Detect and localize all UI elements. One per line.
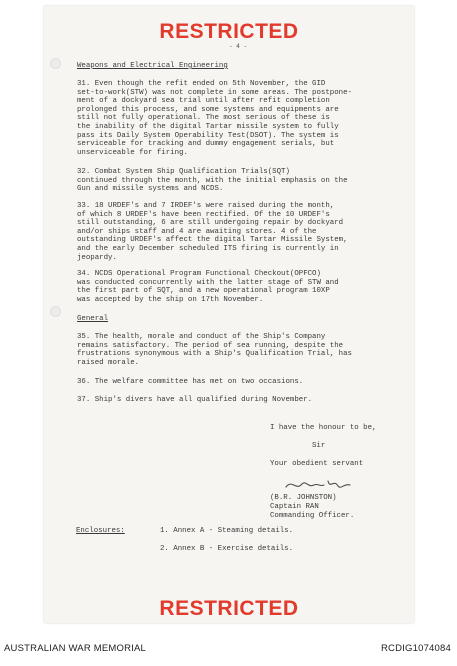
- page-number: - 4 -: [229, 43, 248, 50]
- punch-hole-icon: [50, 306, 61, 317]
- paragraph-line: and/or ships staff and 4 are awaiting stores. 4 of the: [77, 227, 317, 236]
- paragraph-line: was conducted concurrently with the latter stage of STW and: [77, 278, 339, 287]
- paragraph-line: the first part of SQT, and a new operational program 10XP: [77, 287, 330, 296]
- signatory-title: Commanding Officer.: [270, 512, 355, 520]
- paragraph-line: outstanding URDEF's affect the digital Tartar Missile System,: [77, 236, 348, 245]
- paragraph-line: 33. 18 URDEF's and 7 IRDEF's were raised during the month,: [77, 202, 335, 210]
- footer-archive-name: AUSTRALIAN WAR MEMORIAL: [4, 643, 147, 654]
- paragraph-35: [77, 333, 402, 367]
- paragraph-line: of which 8 URDEF's have been rectified. Of the 10 URDEF's: [77, 210, 330, 219]
- paragraph-37: [77, 396, 402, 405]
- paragraph-line: Gun and missile systems and NCDS.: [77, 185, 224, 194]
- enclosure-item: 2. Annex B - Exercise details.: [160, 545, 294, 553]
- closing-sir: Sir: [312, 442, 326, 450]
- handwritten-signature-icon: [284, 475, 354, 493]
- enclosure-item: 1. Annex A - Steaming details.: [160, 527, 294, 535]
- enclosures-label: Enclosures:: [76, 527, 125, 535]
- paragraph-line: was accepted by the ship on 17th November.: [77, 295, 264, 304]
- paragraph-36: [77, 378, 402, 387]
- section-heading-general: General: [77, 315, 109, 323]
- paragraph-line: 32. Combat System Ship Qualification Trials(SQT): [77, 168, 290, 176]
- paragraph-32: [77, 168, 402, 194]
- paragraph-line: serviceable for tracking and dummy engagement serials, but: [77, 140, 335, 149]
- paragraph-line: still not fully operational. The most serious of these is: [77, 114, 330, 123]
- paragraph-line: and the early December scheduled ITS firing is currently in: [77, 244, 339, 253]
- paragraph-line: prolonged this process, and some systems and equipments are: [77, 105, 339, 114]
- paragraph-line: still outstanding, 6 are still undergoing repair by dockyard: [77, 219, 344, 228]
- paragraph-line: raised morale.: [77, 358, 140, 367]
- paragraph-line: remains satisfactory. The period of sea running, despite the: [77, 341, 344, 350]
- paragraph-line: the inability of the digital Tartar missile system to fully: [77, 122, 339, 131]
- paragraph-31: [77, 80, 402, 157]
- paragraph-line: frustrations synonymous with a Ship's Qualification Trial, has: [77, 350, 352, 359]
- paragraph-line: continued through the month, with the initial emphasis on the: [77, 176, 348, 185]
- signatory-rank: Captain RAN: [270, 503, 319, 511]
- restricted-stamp-bottom: RESTRICTED: [159, 597, 299, 620]
- paragraph-line: 36. The welfare committee has met on two occasions.: [77, 378, 304, 386]
- footer-record-id: RCDIG1074084: [381, 643, 451, 654]
- paragraph-line: 34. NCDS Operational Program Functional Checkout(OPFCO): [77, 270, 321, 278]
- document-page: [44, 6, 414, 623]
- paragraph-line: 35. The health, morale and conduct of the Ship's Company: [77, 333, 326, 341]
- paragraph-line: ment of a dockyard sea trial until after refit completion: [77, 97, 330, 106]
- punch-hole-icon: [50, 58, 61, 69]
- closing-honour: I have the honour to be,: [270, 424, 377, 432]
- paragraph-33: [77, 202, 402, 262]
- paragraph-line: pass its Daily System Operability Test(DSOT). The system is: [77, 131, 339, 140]
- paragraph-line: 31. Even though the refit ended on 5th November, the GID: [77, 80, 326, 88]
- signatory-name: (B.R. JOHNSTON): [270, 494, 337, 502]
- paragraph-34: [77, 270, 402, 304]
- paragraph-line: jeopardy.: [77, 253, 117, 262]
- paragraph-line: 37. Ship's divers have all qualified during November.: [77, 396, 313, 404]
- closing-servant: Your obedient servant: [270, 460, 364, 468]
- section-heading-weapons: Weapons and Electrical Engineering: [77, 62, 228, 70]
- paragraph-line: unserviceable for firing.: [77, 148, 188, 157]
- restricted-stamp-top: RESTRICTED: [159, 20, 299, 43]
- paragraph-line: set-to-work(STW) was not complete in some areas. The postpone-: [77, 88, 352, 97]
